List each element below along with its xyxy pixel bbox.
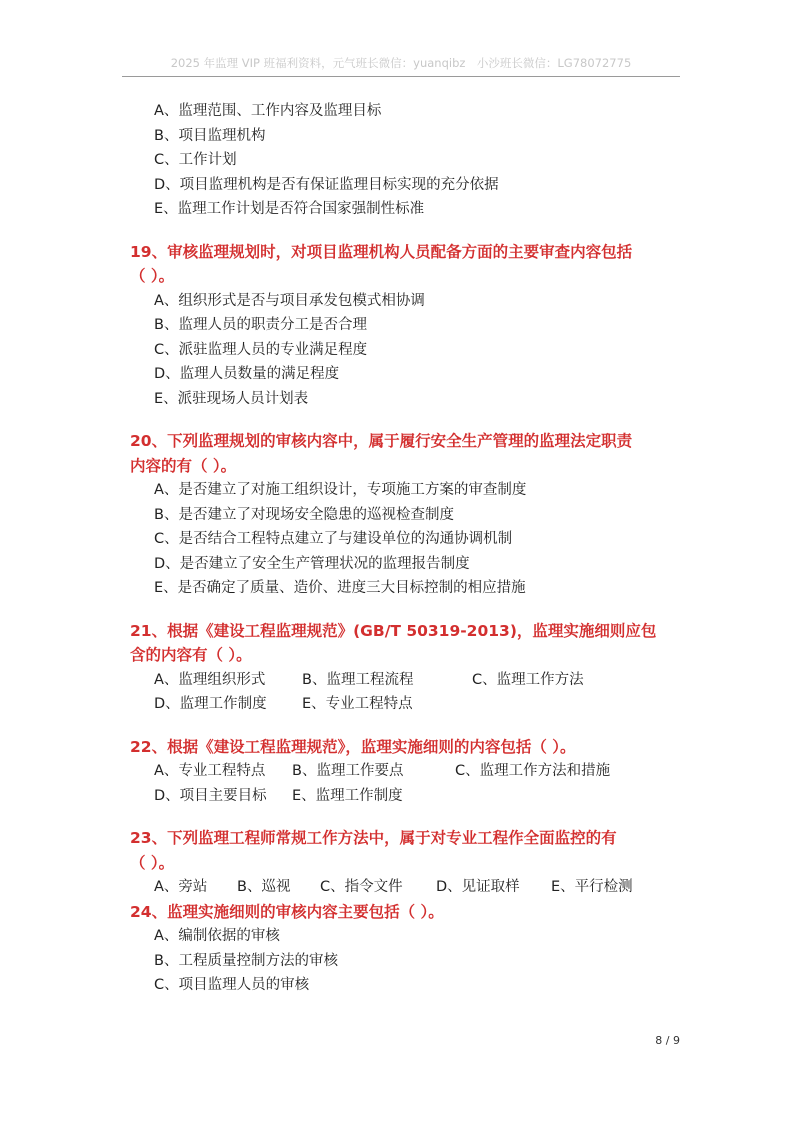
option-b: B、巡视 [237, 879, 291, 895]
option-e: E、监理工作制度 [292, 787, 403, 804]
question-21 [130, 619, 690, 717]
question-22 [130, 735, 690, 809]
option-b: B、项目监理机构 [154, 127, 266, 144]
option-a: A、组织形式是否与项目承发包模式相协调 [154, 292, 425, 309]
question-21-line1: 21、根据《建设工程监理规范》(GB/T 50319-2013)，监理实施细则应包 [130, 621, 657, 640]
question-19-line1: 19、审核监理规划时，对项目监理机构人员配备方面的主要审查内容包括 [130, 242, 633, 261]
question-21-line2: 含的内容有（ ）。 [130, 646, 252, 664]
document-body [130, 99, 690, 998]
option-c: C、监理工作方法 [472, 671, 584, 688]
question-19 [130, 240, 690, 412]
page-number: 8 / 9 [655, 1034, 680, 1047]
header-divider [122, 76, 680, 77]
prev-question-options [130, 99, 690, 222]
option-d: D、监理人员数量的满足程度 [154, 366, 340, 382]
option-a: A、监理组织形式 [154, 671, 266, 688]
option-e: E、平行检测 [551, 879, 633, 895]
option-e: E、监理工作计划是否符合国家强制性标准 [154, 201, 425, 217]
option-a: A、是否建立了对施工组织设计，专项施工方案的审查制度 [154, 482, 527, 498]
option-d: D、监理工作制度 [154, 696, 267, 712]
question-23 [130, 826, 690, 900]
option-c: C、是否结合工程特点建立了与建设单位的沟通协调机制 [154, 531, 513, 547]
question-20 [130, 429, 690, 601]
question-24-line1: 24、监理实施细则的审核内容主要包括（ ）。 [130, 902, 444, 921]
page-header: 2025 年监理 VIP 班福利资料，元气班长微信：yuanqibz 小沙班长微信：LG78072775 [170, 56, 632, 70]
option-d: D、项目主要目标 [154, 787, 267, 804]
option-c: C、监理工作方法和措施 [455, 763, 611, 779]
option-b: B、工程质量控制方法的审核 [154, 952, 338, 969]
option-b: B、监理人员的职责分工是否合理 [154, 317, 367, 333]
option-c: C、派驻监理人员的专业满足程度 [154, 341, 368, 358]
option-d: D、是否建立了安全生产管理状况的监理报告制度 [154, 555, 470, 572]
option-a: A、专业工程特点 [154, 763, 266, 779]
option-c: C、工作计划 [154, 152, 237, 168]
option-a: A、编制依据的审核 [154, 928, 280, 944]
option-row [130, 759, 690, 784]
question-21-stem [130, 619, 690, 668]
question-20-stem [130, 429, 690, 478]
question-19-stem [130, 240, 690, 289]
option-b: B、监理工作要点 [292, 763, 404, 779]
option-c: C、指令文件 [320, 879, 403, 895]
option-e: E、是否确定了质量、造价、进度三大目标控制的相应措施 [154, 580, 526, 596]
question-20-line2: 内容的有（ ）。 [130, 456, 237, 475]
option-row [130, 784, 690, 809]
option-c: C、项目监理人员的审核 [154, 977, 310, 993]
question-20-line1: 20、下列监理规划的审核内容中，属于履行安全生产管理的监理法定职责 [130, 432, 633, 450]
option-e: E、派驻现场人员计划表 [154, 390, 309, 407]
question-24-stem [130, 900, 690, 925]
option-b: B、监理工程流程 [302, 671, 414, 688]
question-22-line1: 22、根据《建设工程监理规范》，监理实施细则的内容包括（ ）。 [130, 737, 576, 756]
question-23-line2: （ ）。 [130, 853, 175, 872]
option-row [130, 875, 690, 900]
question-23-stem [130, 826, 690, 875]
option-b: B、是否建立了对现场安全隐患的巡视检查制度 [154, 506, 454, 523]
option-d: D、项目监理机构是否有保证监理目标实现的充分依据 [154, 176, 499, 193]
question-19-line2: （ ）。 [130, 267, 175, 285]
option-e: E、专业工程特点 [302, 696, 413, 712]
option-row [130, 692, 690, 717]
option-a: A、监理范围、工作内容及监理目标 [154, 103, 382, 119]
option-d: D、见证取样 [436, 879, 520, 895]
option-row [130, 668, 690, 693]
question-22-stem [130, 735, 690, 760]
question-24 [130, 900, 690, 998]
option-a: A、旁站 [154, 879, 208, 895]
question-23-line1: 23、下列监理工程师常规工作方法中，属于对专业工程作全面监控的有 [130, 829, 617, 847]
